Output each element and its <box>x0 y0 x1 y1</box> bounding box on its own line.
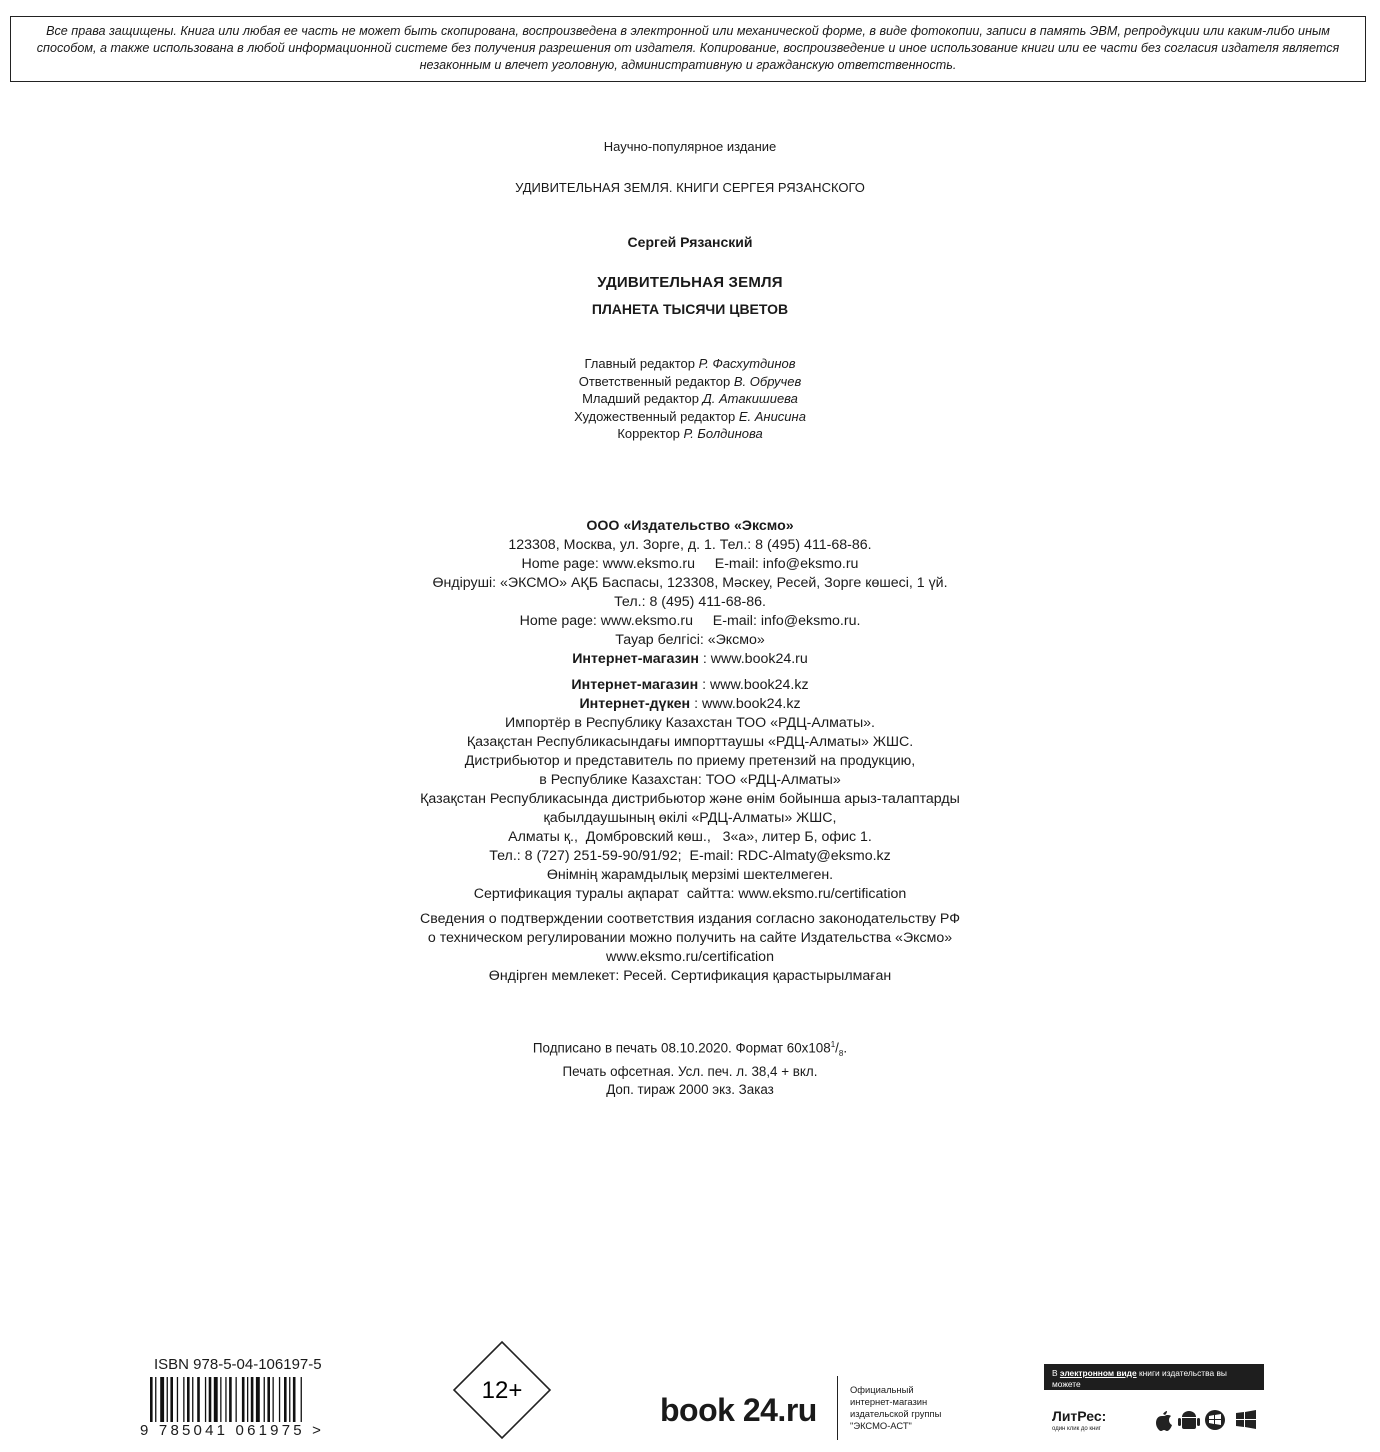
series-title: УДИВИТЕЛЬНАЯ ЗЕМЛЯ. КНИГИ СЕРГЕЯ РЯЗАНСКОГО <box>515 180 865 195</box>
barcode-digits: 9 785041 061975 > <box>140 1422 325 1439</box>
publisher-kz-homepage: Home page: www.eksmo.ru E-mail: info@eksmo.ru. <box>519 613 861 629</box>
windows-phone-icon <box>1205 1410 1225 1430</box>
shop-ru: Интернет-магазин : www.book24.ru <box>572 651 808 667</box>
publisher-kz-phone: Тел.: 8 (495) 411-68-86. <box>614 594 766 610</box>
cert-line: Сведения о подтверждении соответствия издания согласно законодательству РФ <box>419 911 960 927</box>
dukan-kz: Интернет-дүкен : www.book24.kz <box>579 696 801 712</box>
importer-line: Импортёр в Республику Казахстан ТОО «РДЦ-Алматы». <box>505 715 875 731</box>
book-title: УДИВИТЕЛЬНАЯ ЗЕМЛЯ <box>597 274 783 291</box>
print-line-2: Печать офсетная. Усл. печ. л. 38,4 + вкл. <box>562 1064 818 1080</box>
divider <box>837 1376 838 1440</box>
platform-icons <box>1152 1408 1260 1432</box>
cert-line: о техническом регулировании можно получить на сайте Издательства «Эксмо» <box>427 930 953 946</box>
print-line-3: Доп. тираж 2000 экз. Заказ <box>606 1082 774 1098</box>
importer-line: қабылдаушының өкілі «РДЦ-Алматы» ЖШС, <box>543 810 837 826</box>
litres-banner: В электронном виде книги издательства вы можете купить на www.litres.ru <box>1044 1364 1264 1390</box>
edition-type: Научно-популярное издание <box>603 139 777 154</box>
publisher-homepage: Home page: www.eksmo.ru E-mail: info@eksmo.ru <box>521 556 859 572</box>
trademark: Тауар белгісі: «Эксмо» <box>615 632 765 648</box>
book24-description: Официальный интернет-магазин издательской группы "ЭКСМО-АСТ" <box>850 1384 942 1431</box>
editor-line: Корректор Р. Болдинова <box>617 426 763 441</box>
book24-logo: book 24.ru <box>660 1392 817 1428</box>
importer-line: Өнімнің жарамдылық мерзімі шектелмеген. <box>546 867 834 883</box>
importer-line: Қазақстан Республикасындағы импорттаушы «РДЦ-Алматы» ЖШС. <box>466 734 914 750</box>
certification-info <box>0 910 1380 986</box>
litres-logo: ЛитРес: <box>1052 1408 1107 1424</box>
editor-line: Ответственный редактор В. Обручев <box>578 373 802 389</box>
copyright-text: Все права защищены. Книга или любая ее часть не может быть скопирована, воспроизведена в электронной или механической форме, в виде фотокопии, записи в память ЭВМ, репродукции или каким-либо иным способом, а также использована в любой информационной системе без получения разрешения от издателя. Копирование, воспроизведение и иное использование книги или ее части без согласия издателя является незаконным и влечет уголовную, административную и гражданскую ответственность. <box>36 24 1340 72</box>
windows-icon <box>1236 1410 1256 1429</box>
importer-line: Қазақстан Республикасында дистрибьютор және өнім бойынша арыз-талаптарды <box>420 791 960 807</box>
print-info <box>0 1036 1380 1099</box>
importer-line: Тел.: 8 (727) 251-59-90/91/92; E-mail: RDC-Almaty@eksmo.kz <box>489 848 891 864</box>
litres-tagline: один клик до книг <box>1052 1426 1101 1432</box>
importer-line: в Республике Казахстан: ТОО «РДЦ-Алматы» <box>539 772 841 788</box>
editor-line: Главный редактор Р. Фасхутдинов <box>584 356 796 371</box>
copyright-notice <box>10 16 1366 82</box>
importer-line: Дистрибьютор и представитель по приему претензий на продукцию, <box>464 753 916 769</box>
litres-block <box>1044 1364 1264 1442</box>
print-line-1: Подписано в печать 08.10.2020. Формат $60x108^1/_8$. <box>532 1040 848 1059</box>
isbn-label: ISBN 978-5-04-106197-5 <box>154 1356 322 1373</box>
cert-line: Өндірген мемлекет: Ресей. Сертификация қарастырылмаған <box>488 968 892 984</box>
apple-icon <box>1156 1411 1172 1431</box>
age-rating-badge <box>452 1340 552 1440</box>
publisher-address: 123308, Москва, ул. Зорге, д. 1. Тел.: 8 (495) 411-68-86. <box>508 537 872 553</box>
age-rating-text: 12+ <box>481 1377 523 1404</box>
publisher-name: ООО «Издательство «Эксмо» <box>586 518 794 534</box>
cert-line: www.eksmo.ru/certification <box>606 949 774 965</box>
publisher-kz-producer: Өндіруші: «ЭКСМО» АҚБ Баспасы, 123308, Мәскеу, Ресей, Зорге көшесі, 1 үй. <box>432 575 948 591</box>
importer-line: Алматы қ., Домбровский көш., 3«а», литер Б, офис 1. <box>508 829 872 845</box>
book-subtitle: ПЛАНЕТА ТЫСЯЧИ ЦВЕТОВ <box>591 301 789 317</box>
editor-line: Художественный редактор Е. Анисина <box>574 408 806 424</box>
author-name: Сергей Рязанский <box>627 234 753 250</box>
importer-line: Сертификация туралы ақпарат сайтта: www.eksmo.ru/certification <box>473 886 907 902</box>
publisher-info <box>0 517 1380 904</box>
editor-line: Младший редактор Д. Атакишиева <box>582 391 798 406</box>
android-icon <box>1178 1411 1200 1429</box>
editors-list <box>0 355 1380 443</box>
shop-kz: Интернет-магазин : www.book24.kz <box>571 677 809 693</box>
